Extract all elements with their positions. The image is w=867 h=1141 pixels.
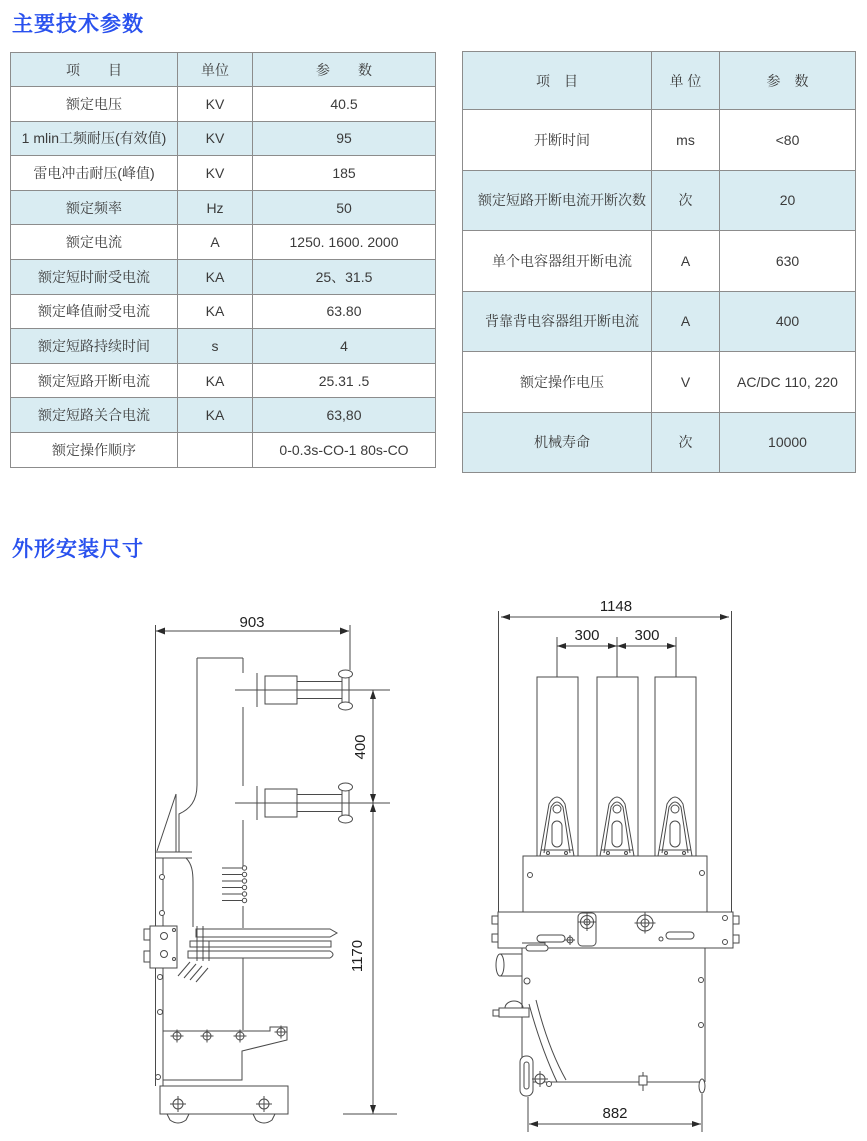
cell-item: 额定电压 <box>11 87 178 122</box>
cell-value: 400 <box>720 291 856 352</box>
dimension-label-phase-gap-1: 300 <box>574 627 600 644</box>
lower-bushing <box>232 783 390 823</box>
cell-item: 额定短路持续时间 <box>11 329 178 364</box>
cell-item: 额定电流 <box>11 225 178 260</box>
cell-value: 1250. 1600. 2000 <box>253 225 436 260</box>
cell-value: 20 <box>720 170 856 231</box>
side-view-drawing <box>144 614 397 1123</box>
cell-unit: 次 <box>652 170 720 231</box>
dimension-label-phase-gap-2: 300 <box>634 627 660 644</box>
cell-value: 10000 <box>720 412 856 473</box>
cell-value: AC/DC 110, 220 <box>720 352 856 413</box>
cell-unit: KA <box>178 294 253 329</box>
cell-unit: A <box>178 225 253 260</box>
cell-item: 1 mlin工频耐压(有效值) <box>11 121 178 156</box>
cell-value: 50 <box>253 190 436 225</box>
upper-bushing <box>232 670 390 710</box>
cell-value: <80 <box>720 110 856 171</box>
cell-item: 额定短路关合电流 <box>11 398 178 433</box>
cell-unit: KV <box>178 87 253 122</box>
cell-value: 4 <box>253 329 436 364</box>
cell-item: 雷电冲击耐压(峰值) <box>11 156 178 191</box>
front-view-drawing <box>492 598 739 1132</box>
cell-unit: KA <box>178 363 253 398</box>
cell-unit: A <box>652 231 720 292</box>
cell-item: 额定短时耐受电流 <box>11 259 178 294</box>
cell-unit: KV <box>178 156 253 191</box>
cell-item: 单个电容器组开断电流 <box>463 231 652 292</box>
header-value: 参 数 <box>720 52 856 110</box>
cell-value: 63.80 <box>253 294 436 329</box>
cell-unit: 次 <box>652 412 720 473</box>
section-title-parameters: 主要技术参数 <box>12 13 144 36</box>
dimension-label-height: 1170 <box>349 939 366 973</box>
cell-value: 25.31 .5 <box>253 363 436 398</box>
header-item: 项 目 <box>463 52 652 110</box>
spring-contacts <box>222 866 247 903</box>
cell-item: 背靠背电容器组开断电流 <box>463 291 652 352</box>
header-unit: 单位 <box>178 53 253 87</box>
cell-unit: V <box>652 352 720 413</box>
cell-item: 开断时间 <box>463 110 652 171</box>
cell-item: 额定操作顺序 <box>11 432 178 467</box>
header-item: 项 目 <box>11 53 178 87</box>
dimension-label-width: 1148 <box>599 598 633 615</box>
cell-value: 25、31.5 <box>253 259 436 294</box>
cell-item: 额定短路开断电流开断次数 <box>463 170 652 231</box>
cell-item: 额定频率 <box>11 190 178 225</box>
cell-unit: ms <box>652 110 720 171</box>
section-title-dimensions: 外形安装尺寸 <box>12 538 144 561</box>
dimension-label-terminal-gap: 400 <box>352 734 369 760</box>
cell-value: 63,80 <box>253 398 436 433</box>
cell-item: 机械寿命 <box>463 412 652 473</box>
dimension-label-base-width: 882 <box>602 1105 628 1122</box>
header-value: 参 数 <box>253 53 436 87</box>
cell-value: 630 <box>720 231 856 292</box>
cell-value: 0-0.3s-CO-1 80s-CO <box>253 432 436 467</box>
cell-unit: A <box>652 291 720 352</box>
cell-value: 40.5 <box>253 87 436 122</box>
cell-item: 额定操作电压 <box>463 352 652 413</box>
cell-unit: KV <box>178 121 253 156</box>
header-unit: 单 位 <box>652 52 720 110</box>
cell-item: 额定峰值耐受电流 <box>11 294 178 329</box>
cell-value: 95 <box>253 121 436 156</box>
dimension-label-width: 903 <box>239 614 265 631</box>
cell-unit: Hz <box>178 190 253 225</box>
cell-value: 185 <box>253 156 436 191</box>
cell-unit: KA <box>178 259 253 294</box>
cell-item: 额定短路开断电流 <box>11 363 178 398</box>
cell-unit: s <box>178 329 253 364</box>
cell-unit: KA <box>178 398 253 433</box>
